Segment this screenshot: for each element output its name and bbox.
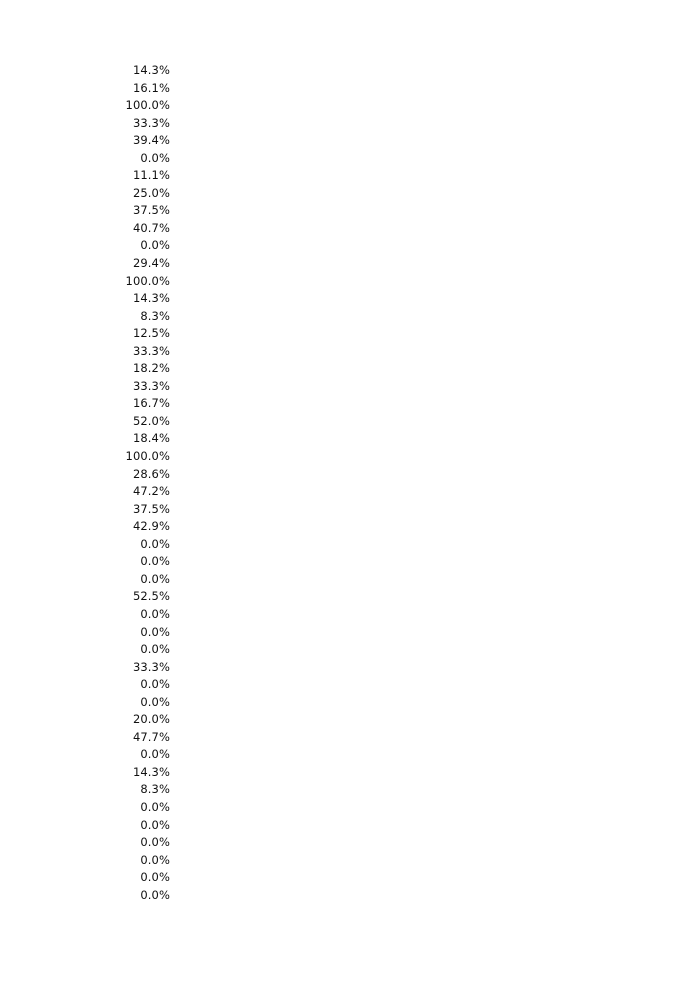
value-cell: 0.0% xyxy=(140,150,170,165)
value-cell: 25.0% xyxy=(132,185,170,200)
value-cell: 0.0% xyxy=(140,835,170,850)
value-cell: 0.0% xyxy=(140,642,170,657)
value-cell: 100.0% xyxy=(125,273,170,288)
value-cell: 0.0% xyxy=(140,624,170,639)
value-cell: 8.3% xyxy=(140,782,170,797)
value-cell: 14.3% xyxy=(132,291,170,306)
value-cell: 0.0% xyxy=(140,238,170,253)
value-cell: 37.5% xyxy=(132,501,170,516)
value-cell: 100.0% xyxy=(125,449,170,464)
value-cell: 0.0% xyxy=(140,554,170,569)
value-cell: 14.3% xyxy=(132,764,170,779)
value-cell: 40.7% xyxy=(132,220,170,235)
value-cell: 11.1% xyxy=(132,168,170,183)
value-cell: 0.0% xyxy=(140,694,170,709)
value-cell: 0.0% xyxy=(140,817,170,832)
value-cell: 47.7% xyxy=(132,729,170,744)
value-cell: 0.0% xyxy=(140,870,170,885)
value-cell: 0.0% xyxy=(140,536,170,551)
value-cell: 0.0% xyxy=(140,747,170,762)
value-cell: 0.0% xyxy=(140,887,170,902)
value-cell: 0.0% xyxy=(140,571,170,586)
value-cell: 0.0% xyxy=(140,799,170,814)
value-cell: 28.6% xyxy=(132,466,170,481)
value-cell: 42.9% xyxy=(132,519,170,534)
percentage-value-column xyxy=(60,62,170,904)
value-cell: 33.3% xyxy=(132,378,170,393)
value-cell: 18.2% xyxy=(132,361,170,376)
value-cell: 0.0% xyxy=(140,677,170,692)
value-cell: 16.7% xyxy=(132,396,170,411)
value-cell: 37.5% xyxy=(132,203,170,218)
value-cell: 12.5% xyxy=(132,326,170,341)
value-cell: 18.4% xyxy=(132,431,170,446)
value-cell: 33.3% xyxy=(132,659,170,674)
value-cell: 14.3% xyxy=(132,63,170,77)
value-cell: 47.2% xyxy=(132,484,170,499)
value-cell: 0.0% xyxy=(140,852,170,867)
value-cell: 29.4% xyxy=(132,256,170,271)
value-cell: 100.0% xyxy=(125,98,170,113)
value-cell: 16.1% xyxy=(132,80,170,95)
value-cell: 33.3% xyxy=(132,343,170,358)
value-cell: 0.0% xyxy=(140,606,170,621)
value-cell: 52.0% xyxy=(132,413,170,428)
value-cell: 39.4% xyxy=(132,133,170,148)
value-cell: 33.3% xyxy=(132,115,170,130)
value-cell: 8.3% xyxy=(140,308,170,323)
value-cell: 20.0% xyxy=(132,712,170,727)
value-cell: 52.5% xyxy=(132,589,170,604)
